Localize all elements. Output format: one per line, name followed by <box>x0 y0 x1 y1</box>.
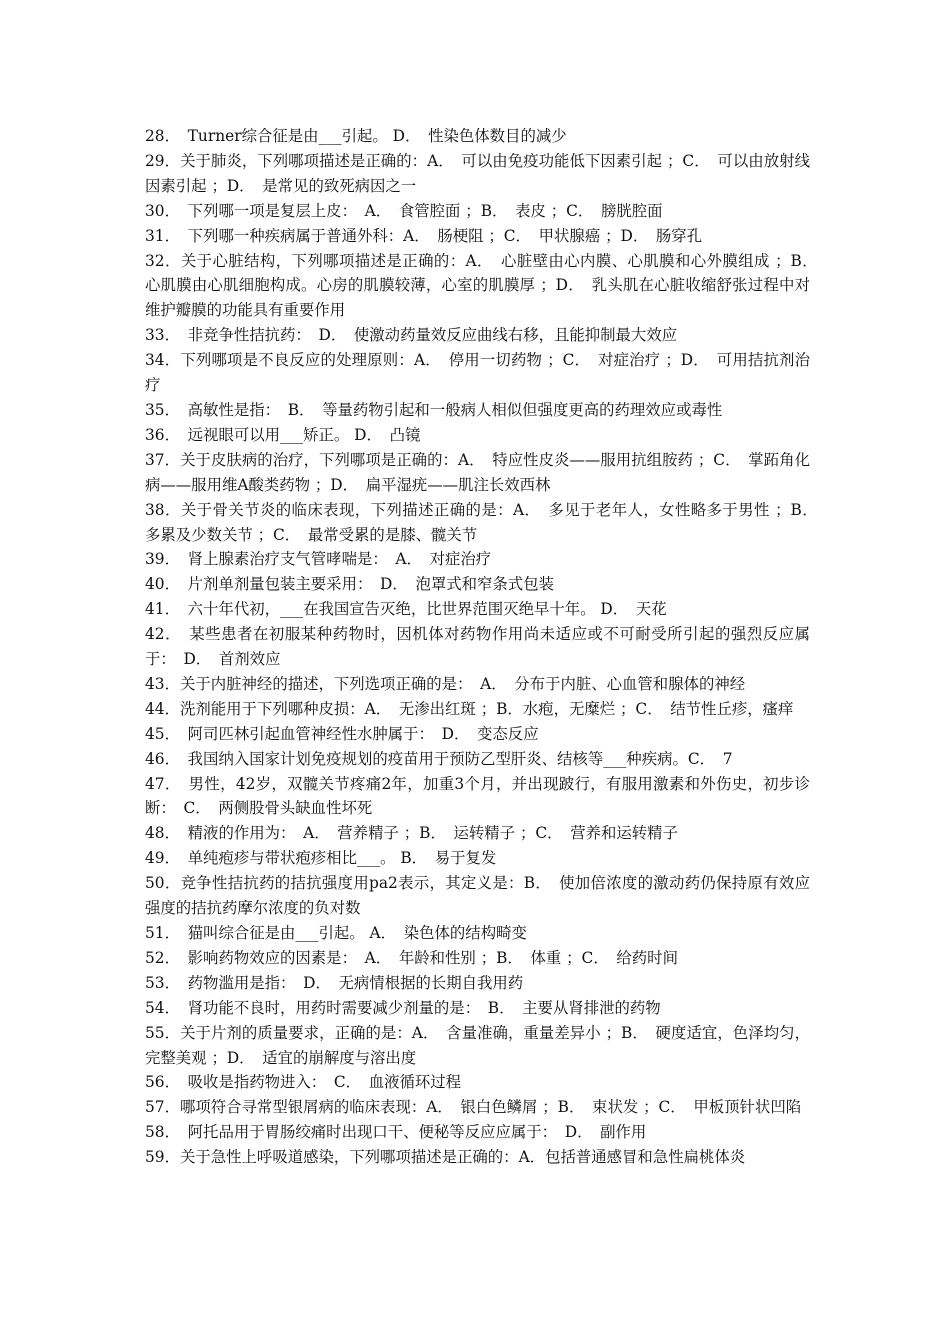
question-55: 55．关于片剂的质量要求，正确的是：A． 含量准确，重量差异小 ；B． 硬度适宜，色泽均匀，完整美观 ；D． 适宜的崩解度与溶出度 <box>145 1023 810 1067</box>
question-58: 58． 阿托品用于胃肠绞痛时出现口干、便秘等反应应属于： D． 副作用 <box>145 1123 647 1142</box>
question-38: 38．关于骨关节炎的临床表现，下列描述正确的是：A． 多见于老年人，女性略多于男性 ；B． 多累及少数关节 ；C． 最常受累的是膝、髋关节 <box>145 500 826 544</box>
question-50: 50．竞争性拮抗药的拮抗强度用pa2表示，其定义是：B． 使加倍浓度的激动药仍保持原有效应强度的拮抗药摩尔浓度的负对数 <box>145 874 810 918</box>
question-59: 59．关于急性上呼吸道感染，下列哪项描述是正确的：A．包括普通感冒和急性扁桃体炎 <box>145 1148 746 1167</box>
question-29: 29．关于肺炎，下列哪项描述是正确的：A． 可以由免疫功能低下因素引起 ；C． 可以由放射线因素引起 ；D． 是常见的致死病因之一 <box>145 151 810 195</box>
question-33: 33． 非竞争性拮抗药： D． 使激动药量效反应曲线右移，且能抑制最大效应 <box>145 326 678 345</box>
question-31: 31． 下列哪一种疾病属于普通外科：A． 肠梗阻 ；C． 甲状腺癌 ；D． 肠穿孔 <box>145 226 703 245</box>
question-32: 32．关于心脏结构，下列哪项描述是正确的：A． 心脏壁由心内膜、心肌膜和心外膜组成 ；B． 心肌膜由心肌细胞构成。心房的肌膜较薄，心室的肌膜厚 ；D． 乳头肌在心脏收缩舒张过程中对维护瓣膜的功能具有重要作用 <box>145 251 826 320</box>
question-28: 28． Turner综合征是由___引起。 D． 性染色体数目的减少 <box>145 127 567 145</box>
question-list <box>145 124 826 1170</box>
question-40: 40． 片剂单剂量包装主要采用： D． 泡罩式和窄条式包装 <box>145 575 554 594</box>
question-54: 54． 肾功能不良时，用药时需要减少剂量的是： B． 主要从肾排泄的药物 <box>145 998 661 1017</box>
question-41: 41． 六十年代初，___在我国宣告灭绝，比世界范围灭绝早十年。 D． 天花 <box>145 600 667 619</box>
question-35: 35． 高敏性是指： B． 等量药物引起和一般病人相似但强度更高的药理效应或毒性 <box>145 400 723 419</box>
question-57: 57．哪项符合寻常型银屑病的临床表现：A． 银白色鳞屑 ；B． 束状发 ；C． 甲板顶针状凹陷 <box>145 1098 802 1117</box>
question-56: 56． 吸收是指药物进入： C． 血液循环过程 <box>145 1073 462 1092</box>
question-47: 47． 男性，42岁，双髋关节疼痛2年，加重3个月，并出现跛行，有服用激素和外伤史，初步诊断： C． 两侧股骨头缺血性坏死 <box>145 774 810 818</box>
question-43: 43．关于内脏神经的描述，下列选项正确的是： A． 分布于内脏、心血管和腺体的神经 <box>145 674 746 693</box>
question-45: 45． 阿司匹林引起血管神经性水肿属于： D． 变态反应 <box>145 724 539 743</box>
question-52: 52． 影响药物效应的因素是： A． 年龄和性别 ；B． 体重 ；C． 给药时间 <box>145 948 678 967</box>
question-51: 51． 猫叫综合征是由___引起。 A． 染色体的结构畸变 <box>145 924 527 942</box>
question-36: 36． 远视眼可以用___矫正。 D． 凸镜 <box>145 425 421 444</box>
question-37: 37．关于皮肤病的治疗，下列哪项是正确的：A． 特应性皮炎——服用抗组胺药 ；C． 掌跖角化病——服用维A酸类药物 ；D． 扁平湿疣——肌注长效西林 <box>145 450 810 494</box>
question-39: 39． 肾上腺素治疗支气管哮喘是： A． 对症治疗 <box>145 550 492 569</box>
question-44: 44．洗剂能用于下列哪种皮损：A． 无渗出红斑 ；B．水疱，无糜烂 ；C． 结节性丘疹，瘙痒 <box>145 699 794 718</box>
question-46: 46． 我国纳入国家计划免疫规划的疫苗用于预防乙型肝炎、结核等___种疾病。C． 7 <box>145 749 733 768</box>
question-53: 53． 药物滥用是指： D． 无病情根据的长期自我用药 <box>145 973 524 992</box>
question-48: 48． 精液的作用为： A． 营养精子 ；B． 运转精子 ；C． 营养和运转精子 <box>145 824 678 843</box>
question-49: 49． 单纯疱疹与带状疱疹相比___。 B． 易于复发 <box>145 849 497 868</box>
question-34: 34．下列哪项是不良反应的处理原则：A． 停用一切药物 ；C． 对症治疗 ；D． 可用拮抗剂治疗 <box>145 351 810 395</box>
question-42: 42． 某些患者在初服某种药物时，因机体对药物作用尚未适应或不可耐受所引起的强烈反应属于： D． 首剂效应 <box>145 625 810 669</box>
question-30: 30． 下列哪一项是复层上皮： A． 食管腔面 ；B． 表皮 ；C． 膀胱腔面 <box>145 201 663 220</box>
